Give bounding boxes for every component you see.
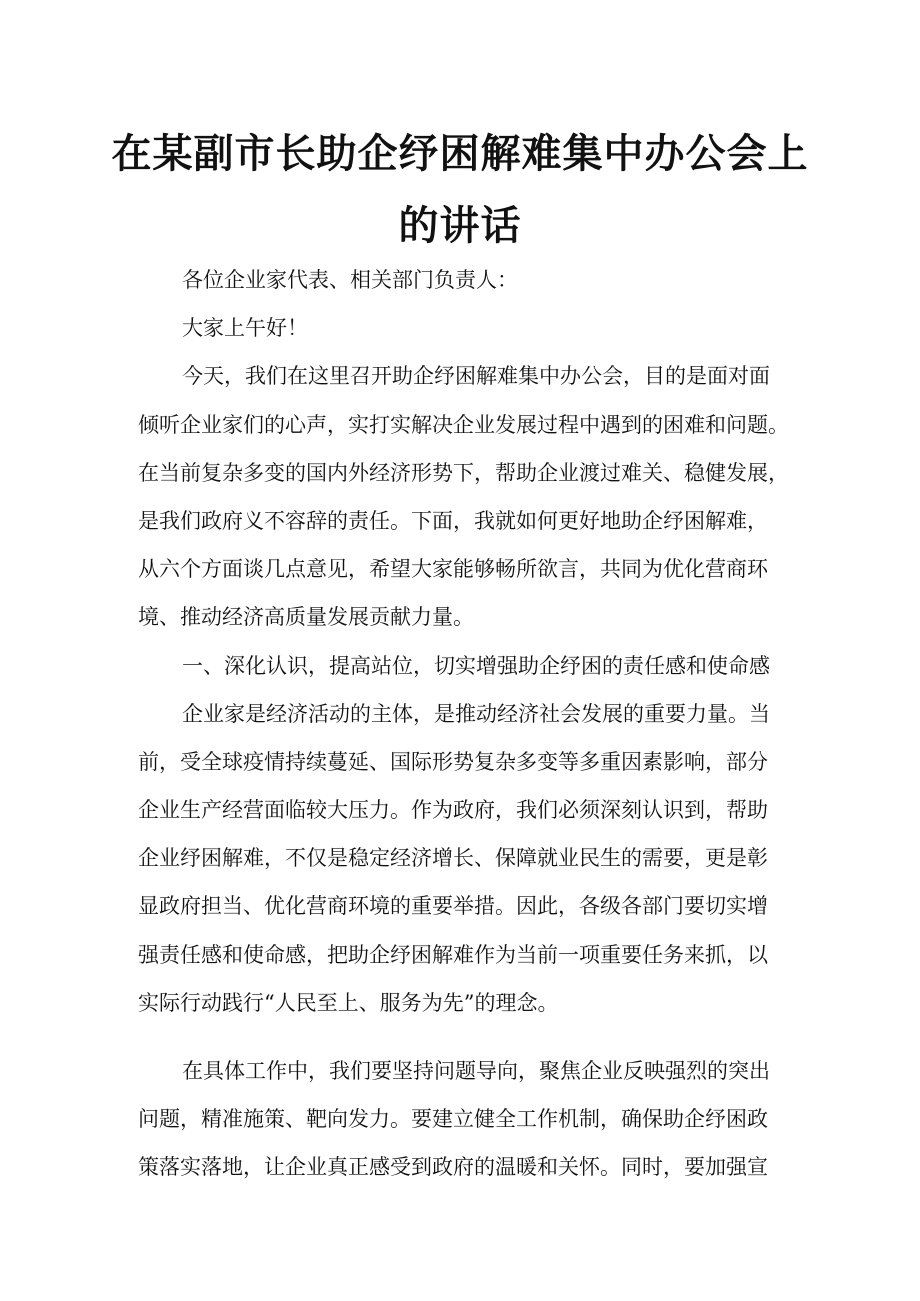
paragraph-line: 强责任感和使命感，把助企纾困解难作为当前一项重要任务来抓，以 [138,942,768,967]
paragraph-section1-b [138,1047,818,1192]
salutation: 各位企业家代表、相关部门负责人： [182,268,518,292]
paragraph-line: 企业纾困解难，不仅是稳定经济增长、保障就业民生的需要，更是彰 [138,846,768,871]
section-heading-1: 一、深化认识，提高站位，切实增强助企纾困的责任感和使命感 [182,653,770,678]
paragraph-intro [138,352,818,641]
greeting: 大家上午好！ [182,316,308,341]
paragraph-line: 显政府担当、优化营商环境的重要举措。因此，各级各部门要切实增 [138,894,768,919]
paragraph-line: 实际行动践行“人民至上、服务为先”的理念。 [138,990,559,1015]
document-body [138,256,818,1192]
paragraph-spacer [138,1027,818,1047]
paragraph-line: 前，受全球疫情持续蔓延、国际形势复杂多变等多重因素影响，部分 [138,749,768,774]
paragraph-line: 策落实落地，让企业真正感受到政府的温暖和关怀。同时，要加强宣 [138,1155,768,1180]
paragraph-section1-a [138,690,818,1027]
paragraph-line: 是我们政府义不容辞的责任。下面，我就如何更好地助企纾困解难， [138,508,768,533]
document-title-line-2: 的讲话 [398,203,522,249]
paragraph-line: 在具体工作中，我们要坚持问题导向，聚焦企业反映强烈的突出 [182,1059,770,1083]
paragraph-line: 倾听企业家们的心声，实打实解决企业发展过程中遇到的困难和问题。 [138,412,789,437]
paragraph-line: 企业生产经营面临较大压力。作为政府，我们必须深刻认识到，帮助 [138,798,768,823]
paragraph-line: 境、推动经济高质量发展贡献力量。 [138,605,474,630]
paragraph-line: 企业家是经济活动的主体，是推动经济社会发展的重要力量。当 [182,701,770,726]
paragraph-line: 从六个方面谈几点意见，希望大家能够畅所欲言，共同为优化营商环 [138,557,768,582]
document-title-line-1: 在某副市长助企纾困解难集中办公会上 [111,131,809,177]
paragraph-line: 问题，精准施策、靶向发力。要建立健全工作机制，确保助企纾困政 [138,1107,768,1132]
paragraph-line: 今天，我们在这里召开助企纾困解难集中办公会，目的是面对面 [182,364,770,389]
paragraph-line: 在当前复杂多变的国内外经济形势下，帮助企业渡过难关、稳健发展， [138,460,789,485]
